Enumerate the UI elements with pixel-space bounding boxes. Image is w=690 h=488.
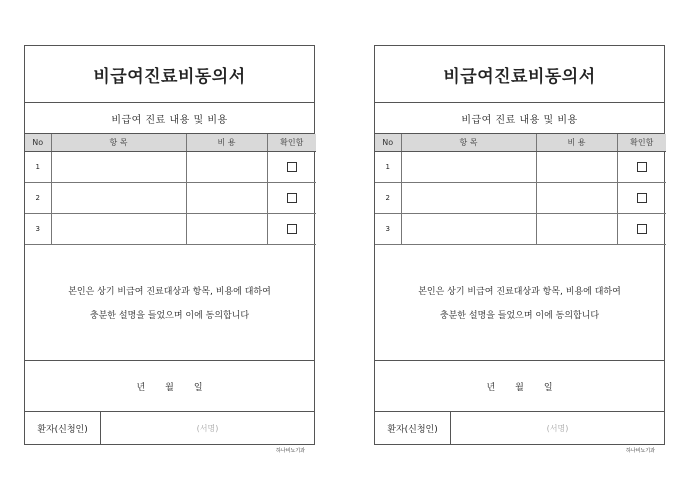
row-number: 2	[25, 183, 51, 214]
table-row	[375, 152, 666, 183]
signature-field[interactable]: (서명)	[546, 423, 569, 433]
item-cell[interactable]	[51, 183, 186, 214]
date-month: 월	[165, 382, 174, 393]
col-no: No	[375, 134, 401, 152]
consent-line-1: 본인은 상기 비급여 진료대상과 항목, 비용에 대하여	[68, 287, 271, 297]
date-year: 년	[136, 382, 146, 393]
item-cell[interactable]	[401, 183, 536, 214]
table-row	[375, 214, 666, 245]
col-confirm: 확인함	[267, 134, 316, 152]
cost-cell[interactable]	[536, 183, 617, 214]
item-cell[interactable]	[401, 214, 536, 245]
confirm-cell	[267, 183, 316, 214]
row-number: 3	[375, 214, 401, 245]
table-row	[25, 183, 316, 214]
item-cell[interactable]	[51, 152, 186, 183]
confirm-cell	[267, 152, 316, 183]
col-item: 항 목	[51, 134, 186, 152]
consent-form-right	[374, 45, 665, 445]
form-subtitle: 비급여 진료 내용 및 비용	[25, 103, 314, 134]
patient-signature-row	[375, 412, 664, 444]
date-year: 년	[486, 382, 496, 393]
table-row	[375, 183, 666, 214]
table-row	[25, 152, 316, 183]
form-title: 비급여진료비동의서	[375, 46, 664, 103]
confirm-checkbox[interactable]	[637, 224, 647, 234]
patient-label: 환자(신청인)	[25, 412, 101, 444]
table-header	[375, 134, 666, 152]
row-number: 2	[375, 183, 401, 214]
cost-cell[interactable]	[536, 214, 617, 245]
col-cost: 비 용	[536, 134, 617, 152]
consent-line-1: 본인은 상기 비급여 진료대상과 항목, 비용에 대하여	[418, 287, 621, 297]
col-item: 항 목	[401, 134, 536, 152]
consent-statement	[25, 248, 314, 361]
form-subtitle: 비급여 진료 내용 및 비용	[375, 103, 664, 134]
date-day: 일	[193, 382, 203, 393]
row-number: 1	[375, 152, 401, 183]
date-day: 일	[543, 382, 553, 393]
patient-label: 환자(신청인)	[375, 412, 451, 444]
col-confirm: 확인함	[617, 134, 666, 152]
table-header	[25, 134, 316, 152]
items-table	[375, 134, 666, 245]
patient-signature-row	[25, 412, 314, 444]
cost-cell[interactable]	[536, 152, 617, 183]
consent-line-2: 충분한 설명을 들었으며 이에 동의합니다	[439, 311, 600, 321]
clinic-mark: 하나비뇨기과	[276, 448, 305, 454]
consent-statement	[375, 248, 664, 361]
row-number: 3	[25, 214, 51, 245]
row-number: 1	[25, 152, 51, 183]
consent-form-left	[24, 45, 315, 445]
confirm-cell	[267, 214, 316, 245]
item-cell[interactable]	[51, 214, 186, 245]
items-table	[25, 134, 316, 245]
item-cell[interactable]	[401, 152, 536, 183]
cost-cell[interactable]	[186, 152, 267, 183]
confirm-cell	[617, 152, 666, 183]
consent-line-2: 충분한 설명을 들었으며 이에 동의합니다	[89, 311, 250, 321]
confirm-cell	[617, 214, 666, 245]
col-cost: 비 용	[186, 134, 267, 152]
signature-field[interactable]: (서명)	[196, 423, 219, 433]
confirm-checkbox[interactable]	[637, 193, 647, 203]
date-line	[25, 361, 314, 412]
clinic-mark: 하나비뇨기과	[626, 448, 655, 454]
date-line	[375, 361, 664, 412]
table-row	[25, 214, 316, 245]
date-month: 월	[515, 382, 524, 393]
confirm-checkbox[interactable]	[287, 193, 297, 203]
confirm-cell	[617, 183, 666, 214]
form-title: 비급여진료비동의서	[25, 46, 314, 103]
cost-cell[interactable]	[186, 214, 267, 245]
confirm-checkbox[interactable]	[287, 162, 297, 172]
cost-cell[interactable]	[186, 183, 267, 214]
confirm-checkbox[interactable]	[637, 162, 647, 172]
col-no: No	[25, 134, 51, 152]
confirm-checkbox[interactable]	[287, 224, 297, 234]
